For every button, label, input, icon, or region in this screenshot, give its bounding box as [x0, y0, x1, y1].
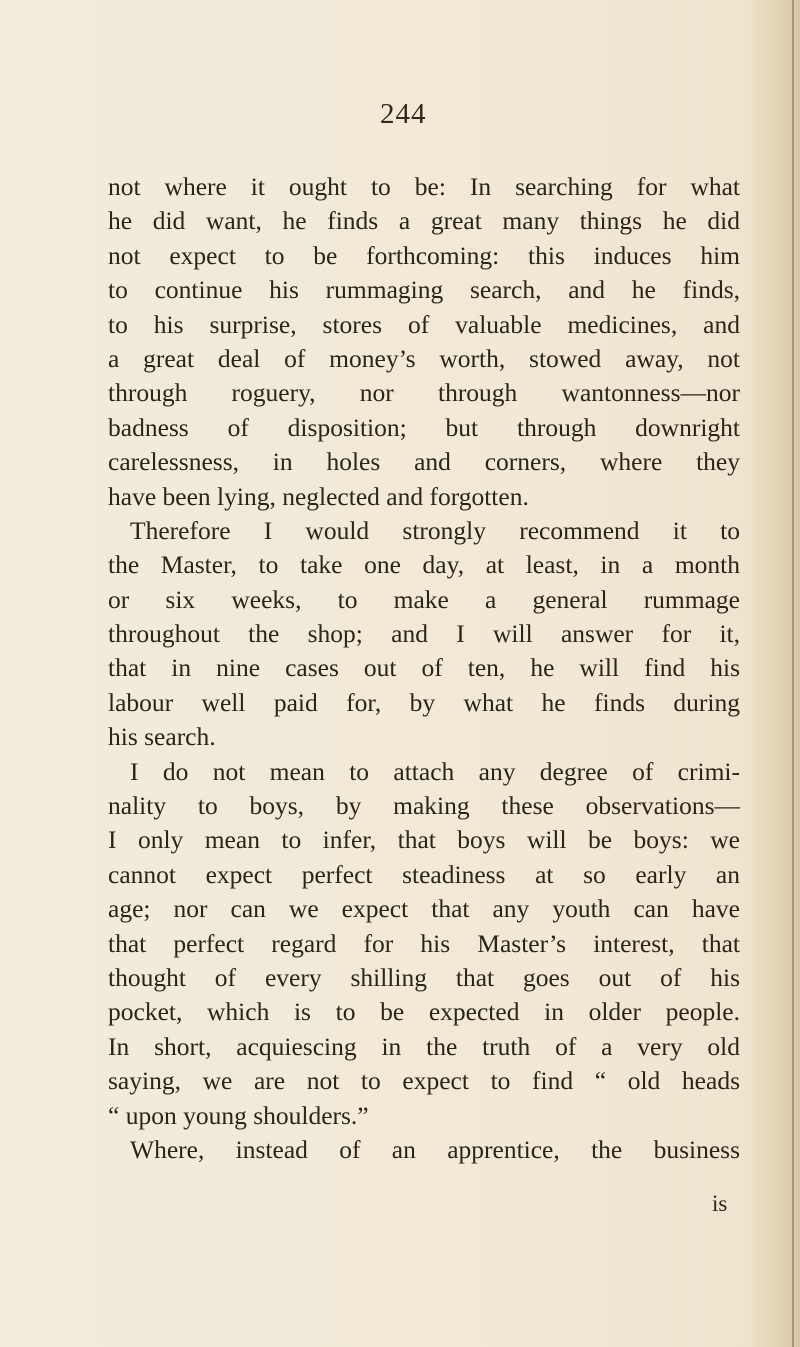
text-line: Where, instead of an apprentice, the business	[130, 1134, 740, 1164]
text-line: not where it ought to be: In searching for what	[108, 172, 740, 201]
text-line: throughout the shop; and I will answer for it,	[108, 619, 740, 649]
text-line: through roguery, nor through wantonness—nor	[108, 378, 740, 408]
text-line: his search.	[108, 722, 216, 752]
text-line: cannot expect perfect steadiness at so early an	[108, 859, 740, 889]
text-line: thought of every shilling that goes out of his	[108, 962, 740, 992]
text-line: that in nine cases out of ten, he will find his	[108, 653, 740, 683]
text-line: In short, acquiescing in the truth of a very old	[108, 1031, 740, 1061]
text-line: Therefore I would strongly recommend it to	[130, 515, 740, 545]
text-line: I do not mean to attach any degree of crimi-	[130, 756, 740, 786]
text-line: carelessness, in holes and corners, where they	[108, 447, 740, 477]
text-line: not expect to be forthcoming: this induces him	[108, 240, 740, 270]
text-line: saying, we are not to expect to find “ old heads	[108, 1066, 740, 1096]
text-line: to continue his rummaging search, and he finds,	[108, 275, 740, 305]
text-line: that perfect regard for his Master’s interest, that	[108, 928, 740, 958]
text-line: I only mean to infer, that boys will be boys: we	[108, 825, 740, 855]
text-line: or six weeks, to make a general rummage	[108, 584, 740, 614]
text-line: badness of disposition; but through downright	[108, 412, 740, 442]
text-line: have been lying, neglected and forgotten.	[108, 481, 529, 511]
text-line: “ upon young shoulders.”	[108, 1100, 369, 1130]
text-line: to his surprise, stores of valuable medicines, and	[108, 309, 740, 339]
page-binding-line	[792, 0, 794, 1347]
text-line: nality to boys, by making these observations—	[108, 791, 740, 821]
text-line: pocket, which is to be expected in older people.	[108, 997, 740, 1027]
text-line: labour well paid for, by what he finds during	[108, 687, 740, 717]
text-line: the Master, to take one day, at least, in a month	[108, 550, 740, 580]
page-number: 244	[380, 98, 427, 130]
text-line: a great deal of money’s worth, stowed away, not	[108, 343, 740, 373]
catchword: is	[712, 1191, 728, 1216]
text-line: he did want, he finds a great many things he did	[108, 206, 740, 236]
text-line: age; nor can we expect that any youth can have	[108, 894, 740, 924]
body-text	[108, 170, 740, 1167]
